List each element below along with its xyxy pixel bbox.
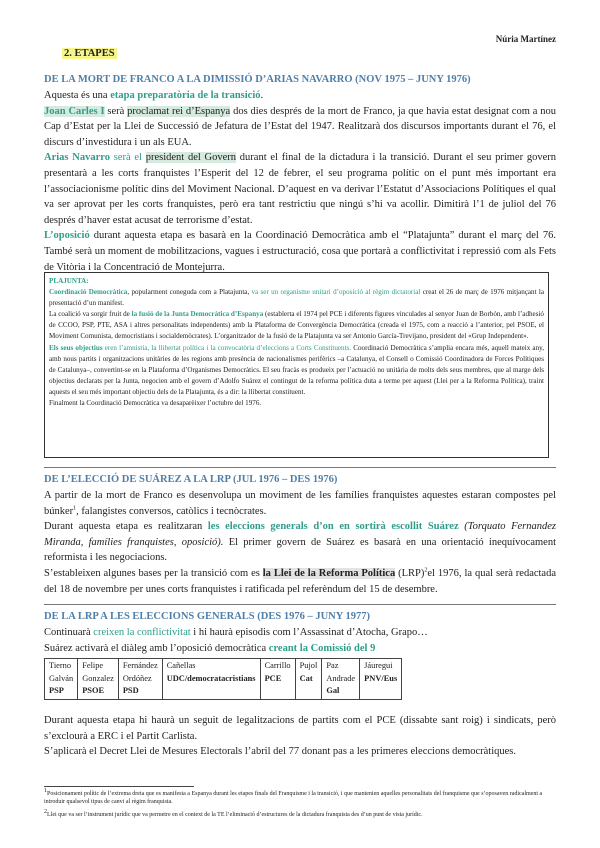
- period-1-body: [44, 88, 556, 275]
- table-cell: [162, 659, 260, 700]
- paragraph: Coordinació Democràtica, popularment coneguda com a Platajunta, va ser un organisme unitari d’oposició al règim dictatorial creat el 26 de març de 1976 mitjançant la presentació d’un manifest.: [49, 288, 544, 308]
- member-first-name: Tierno: [49, 661, 72, 670]
- member-second-name: Galván: [49, 673, 74, 683]
- table-cell: [118, 659, 162, 700]
- highlighted-phrase: creixen la conflictivitat: [93, 627, 191, 638]
- paragraph: L’oposició durant aquesta etapa es basarà en la Coordinació Democràtica amb el “Platajunta” durant el març del 76. També serà un moment de mobilitzacions, vagues i estructuració, cosa que portarà a conflictivitat i repressió com als Fets de Vitòria i la Concentració de Montejurra.: [44, 230, 556, 273]
- paragraph: Durant aquesta etapa es realitzaran les eleccions generals d’on en sortirà escollit Suárez (Torquato Fernandez Miranda, famílies franquistes, oposició). El primer govern de Suárez es basarà en una orientació inequívocament reformista i les negociacions.: [44, 521, 556, 564]
- person-name: Arias Navarro: [44, 152, 110, 164]
- section-title: 2. ETAPES: [64, 48, 115, 59]
- party-name: Gal: [326, 686, 340, 696]
- paragraph: Arias Navarro serà el president del Govern durant el final de la dictadura i la transició. Durant el seu primer govern presentarà a les corts franquistes l’Esperit del 12 de febrer, el seu programa polític on el punt més important era l’associacionisme polític dins del Moviment Nacional. D’aquest en va derivar l’Estatut d’Associacions Polítiques el qual va ser aprovat per les corts franquistes, però era tant restrictiu que ningú s’hi va acollir. Dimitirà l’1 de juliol del 76 després d’haver estat acusat de terrorisme d’estat.: [44, 152, 556, 226]
- period-2-body: [44, 488, 556, 597]
- platajunta-box: [44, 272, 549, 458]
- paragraph: Els seus objectius eren l’amnistia, la llibertat política i la convocatòria d’eleccions a Corts Constituents. Coordinació Democràtica s’amplia encara més, aquell mateix any, amb nous partits i organitzacions unitàries de les regions amb presència de nacionalismes perifèrics –a Catalunya, el Consell o Comissió Coordinadora de Forces Polítiques de Catalunya–, convertint-se en la Plataforma d’Organismes Democràtics. El seu fracàs es produeix per l’actuació no unitària de molts dels seus membres, que al marge dels objectius declarats per la Junta, negocien amb el govern d’Adolfo Suárez el contingut de la reforma política duta a terme per aquest (Llei per a la Reforma Política), traint aquests el seu més important objectiu dels de la Platajunta, és a dir: la llibertat constituent.: [49, 343, 544, 396]
- table-cell: [78, 659, 119, 700]
- member-first-name: Felipe: [82, 661, 104, 670]
- footnote-ref[interactable]: 2: [424, 567, 428, 574]
- party-name: PNV/Eus: [364, 673, 398, 683]
- party-name: Cat: [299, 673, 313, 683]
- highlighted-phrase: la Llei de la Reforma Política: [262, 567, 396, 579]
- highlighted-phrase: creant la Comissió del 9: [268, 642, 376, 654]
- period-heading-2: DE L’ELECCIÓ DE SUÁREZ A LA LRP (JUL 1976 – DES 1976): [44, 474, 338, 485]
- paragraph: Joan Carles I serà proclamat rei d’Espanya dos dies després de la mort de Franco, ja que havia estat designat com a nou Cap d’Estat per la Llei de Successió de Jefatura de l’Estat del 1947. Realitzarà dos discursos importants durant el 76, el discurs d’investidura i un als EUA.: [44, 105, 556, 148]
- party-name: UDC/democratacristians: [166, 673, 256, 683]
- person-name: Joan Carles I: [44, 105, 105, 117]
- footnote-ref[interactable]: 1: [73, 505, 77, 512]
- table-cell: [260, 659, 295, 700]
- party-name: PCE: [264, 673, 282, 683]
- highlighted-phrase: etapa preparatòria de la transició: [110, 90, 261, 101]
- party-name: PSOE: [82, 686, 105, 696]
- period-3-intro: [44, 625, 556, 656]
- table-cell: [322, 659, 360, 700]
- highlighted-phrase: les eleccions generals d’on en sortirà escollit Suárez: [207, 521, 459, 533]
- member-second-name: Ordóñez: [122, 673, 152, 683]
- footnote-1: $^1$Posicionament polític de l’extrema dreta que es manifesta a Espanya durant les etapes finals del Franquisme i la transició, i que mantenien aquelles personalitats del franquisme que s’oposaven radicalment a introduir qualsevol tipus de canvi al règim franquista.: [44, 788, 543, 806]
- member-second-name: Gonzalez: [82, 673, 114, 683]
- paragraph: Continuarà creixen la conflictivitat i hi haurà episodis com l’Assassinat d’Atocha, Grapo…: [44, 627, 428, 638]
- member-second-name: Andrade: [326, 673, 356, 683]
- period-3-body: [44, 713, 556, 760]
- table-cell: [45, 659, 78, 700]
- highlighted-phrase: proclamat rei d’Espanya: [127, 105, 231, 117]
- commission-of-nine-table: [44, 658, 402, 700]
- box-title: PLAJUNTA:: [49, 277, 89, 285]
- highlighted-phrase: president del Govern: [145, 152, 237, 164]
- period-heading-3: DE LA LRP A LES ELECCIONS GENERALS (DES 1976 – JUNY 1977): [44, 611, 371, 622]
- party-name: PSD: [122, 686, 139, 696]
- paragraph: S’aplicarà el Decret Llei de Mesures Electorals l’abril del 77 donant pas a les primeres eleccions democràtiques.: [44, 746, 517, 758]
- paragraph: S’estableixen algunes bases per la transició com es la Llei de la Reforma Política (LRP)$^2$el 1976, la qual serà redactada del 18 de novembre per unes corts franquistes i ratificada pel referèndum del 15 de desembre.: [44, 567, 556, 595]
- member-first-name: Jáuregui: [364, 661, 393, 670]
- author-name: Núria Martínez: [495, 34, 556, 44]
- paragraph: Finalment la Coordinació Democràtica va desaparèixer l’octubre del 1976.: [49, 399, 262, 408]
- table-cell: [295, 659, 322, 700]
- member-first-name: Pujol: [299, 661, 318, 670]
- paragraph: La coalició va sorgir fruit de la fusió de la Junta Democràtica d’Espanya (establerta el 1974 pel PCE i diferents figures vinculades al senyor Juan de Borbón, amb l’adhesió de CCOO, PSP, PTE, ASA i altres personalitats independents) amb la Plataforma de Convergència Democràtica (creada el 1975, com a reacció a l’anterior, pel PSOE, el Moviment Comunista, democristians i socialdemòcrates). L’organitzador de la fusió de la Platajunta va ser Antonio García-Trevijano, president del «Grup Independent».: [49, 310, 544, 341]
- divider: [44, 604, 556, 605]
- divider: [44, 467, 556, 468]
- paragraph: Suárez activarà el diàleg amb l’oposició democràtica creant la Comissió del 9: [44, 642, 376, 654]
- footnote-2: $^2$Llei que va ser l’instrument jurídic que va permetre en el context de la TE l’eliminació d’estructures de la dictadura franquista des d’un punt de vista jurídic.: [44, 809, 423, 818]
- highlighted-phrase: L’oposició: [44, 230, 90, 242]
- member-first-name: Carrillo: [264, 661, 291, 670]
- table-row: [45, 659, 402, 700]
- member-first-name: Fernández: [122, 661, 158, 670]
- paragraph: Durant aquesta etapa hi haurà un seguit de legalitzacions de partits com el PCE (dissabte sant roig) i sindicats, però s’exclourà a ERC i el Partit Carlista.: [44, 715, 556, 742]
- member-first-name: Paz: [326, 661, 339, 670]
- period-heading-1: DE LA MORT DE FRANCO A LA DIMISSIÓ D’ARIAS NAVARRO (NOV 1975 – JUNY 1976): [44, 74, 471, 85]
- paragraph: Aquesta és una etapa preparatòria de la transició.: [44, 90, 264, 101]
- paragraph: A partir de la mort de Franco es desenvolupa un moviment de les famílies franquistes aquestes estaran compostes pel búnker$^1$, falangistes conversos, catòlics i tecnòcrates.: [44, 490, 556, 517]
- table-cell: [360, 659, 402, 700]
- member-first-name: Cañellas: [166, 661, 196, 670]
- footnote-rule: [44, 786, 194, 787]
- party-name: PSP: [49, 686, 64, 696]
